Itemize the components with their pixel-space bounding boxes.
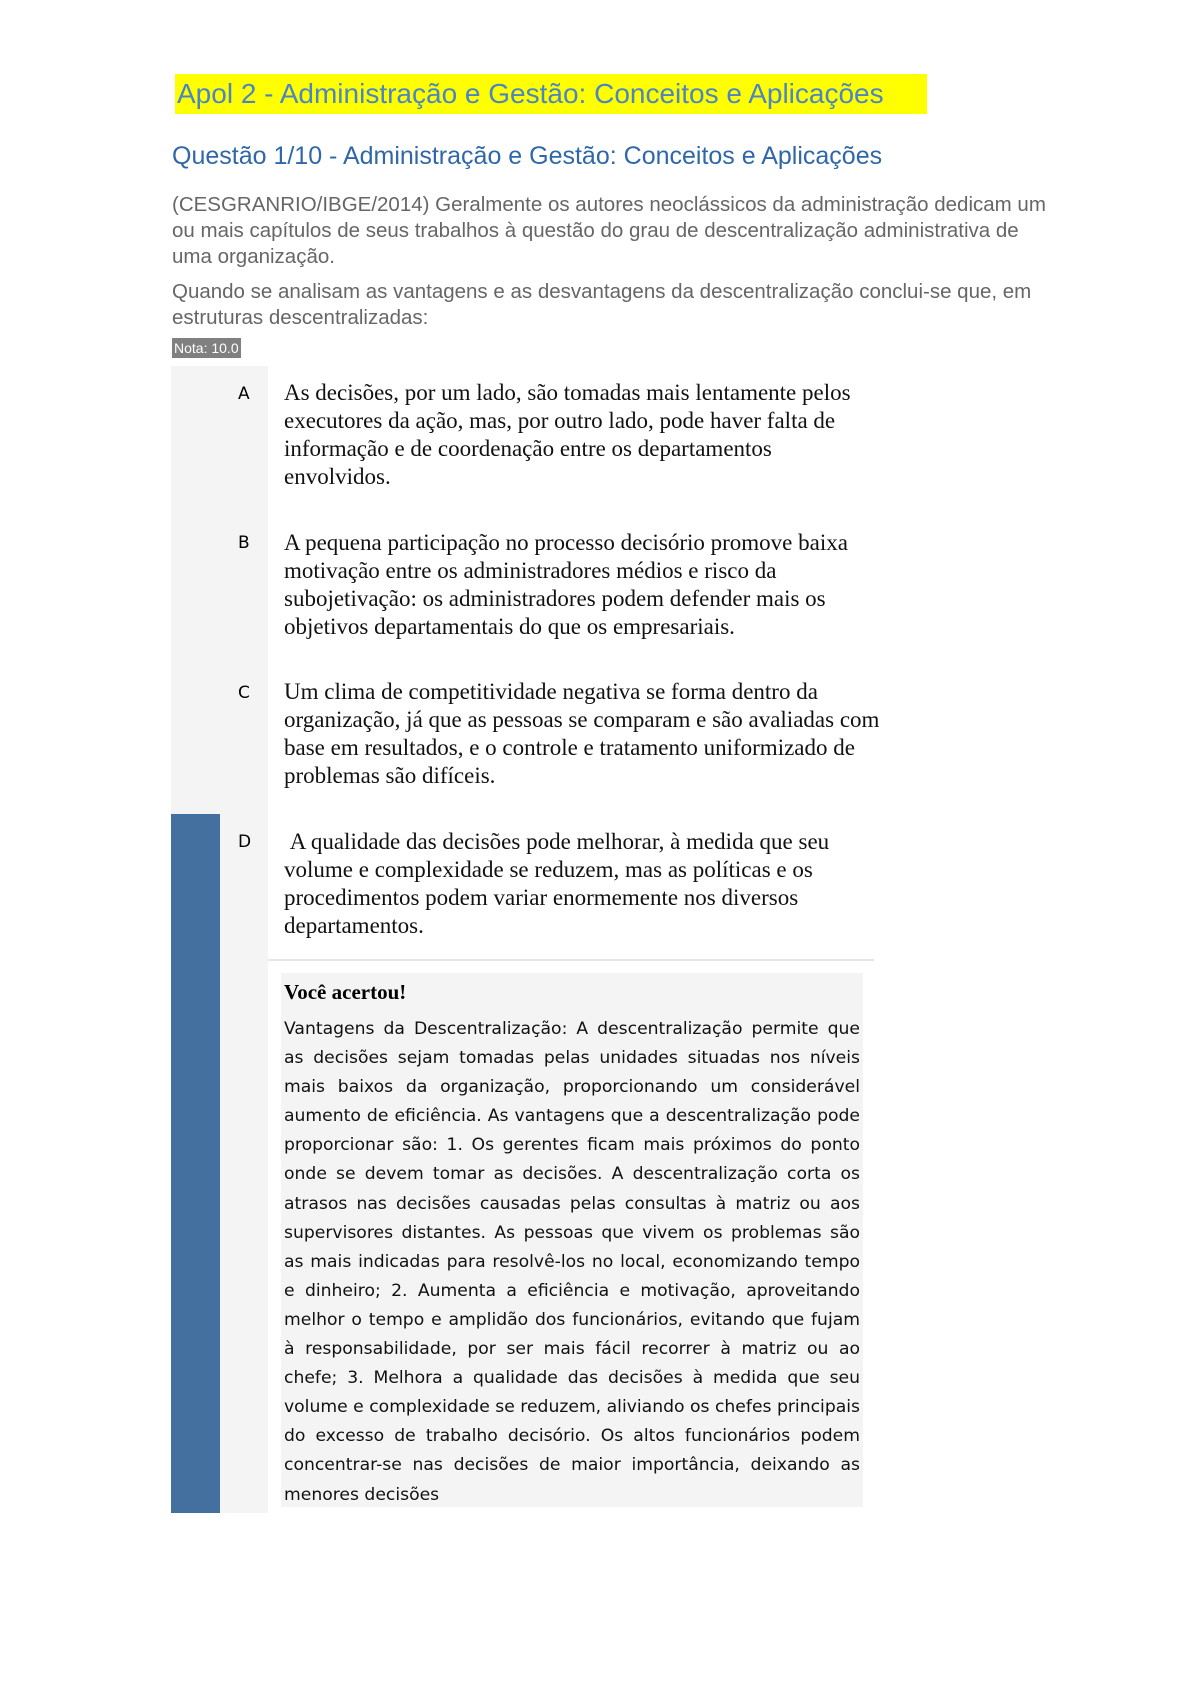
grade-badge: Nota: 10.0 — [174, 340, 239, 356]
feedback-box — [281, 973, 863, 1507]
correct-answer-marker — [171, 814, 220, 1513]
option-d-letter[interactable]: D — [238, 832, 252, 852]
option-b-letter[interactable]: B — [238, 533, 250, 553]
option-d-text[interactable]: A qualidade das decisões pode melhorar, à medida que seu volume e complexidade se reduzem, mas as políticas e os procedimentos podem variar enormemente nos diversos departamentos. — [284, 829, 835, 938]
options-sidebar — [171, 366, 268, 814]
option-b-text[interactable]: A pequena participação no processo decisório promove baixa motivação entre os administradores médios e risco da subojetivação: os administradores podem defender mais os objetivos departamentais do que os empresariais. — [284, 530, 848, 639]
question-paragraph-2: Quando se analisam as vantagens e as desvantagens da descentralização conclui-se que, em estruturas descentralizadas: — [172, 280, 1032, 329]
correct-option-sidebar — [171, 814, 268, 1513]
option-c-letter[interactable]: C — [238, 683, 250, 703]
feedback-text: Vantagens da Descentralização: A descentralização permite que as decisões sejam tomadas pelas unidades situadas nos níveis mais baixos da organização, proporcionando um considerável aumento de eficiência. As vantagens que a descentralização pode proporcionar são: 1. Os gerentes ficam mais próximos do ponto onde se devem tomar as decisões. A descentralização corta os atrasos nas decisões causadas pelas consultas à matriz ou aos supervisores distantes. As pessoas que vivem os problemas são as mais indicadas para resolvê-los no local, economizando tempo e dinheiro; 2. Aumenta a eficiência e motivação, aproveitando melhor o tempo e amplidão dos funcionários, evitando que fujam à responsabilidade, por ser mais fácil recorrer à matriz ou ao chefe; 3. Melhora a qualidade das decisões à medida que seu volume e complexidade se reduzem, aliviando os chefes principais do excesso de trabalho decisório. Os altos funcionários podem concentrar-se nas decisões de maior importância, deixando as menores decisões — [284, 1019, 860, 1505]
option-a-text[interactable]: As decisões, por um lado, são tomadas mais lentamente pelos executores da ação, mas, por outro lado, pode haver falta de informação e de coordenação entre os departamentos envolvidos. — [284, 380, 851, 489]
option-a-letter[interactable]: A — [238, 384, 250, 404]
option-c-text[interactable]: Um clima de competitividade negativa se forma dentro da organização, já que as pessoas se comparam e são avaliadas com base em resultados, e o controle e tratamento uniformizado de problemas são difíceis. — [284, 679, 880, 788]
feedback-title: Você acertou! — [284, 980, 407, 1004]
question-paragraph-1: (CESGRANRIO/IBGE/2014) Geralmente os autores neoclássicos da administração dedicam um ou mais capítulos de seus trabalhos à questão do grau de descentralização administrativa de uma organização. — [172, 193, 1046, 268]
question-header: Questão 1/10 - Administração e Gestão: Conceitos e Aplicações — [172, 142, 883, 170]
document-title: Apol 2 - Administração e Gestão: Conceitos e Aplicações — [175, 74, 927, 114]
divider — [268, 959, 874, 961]
